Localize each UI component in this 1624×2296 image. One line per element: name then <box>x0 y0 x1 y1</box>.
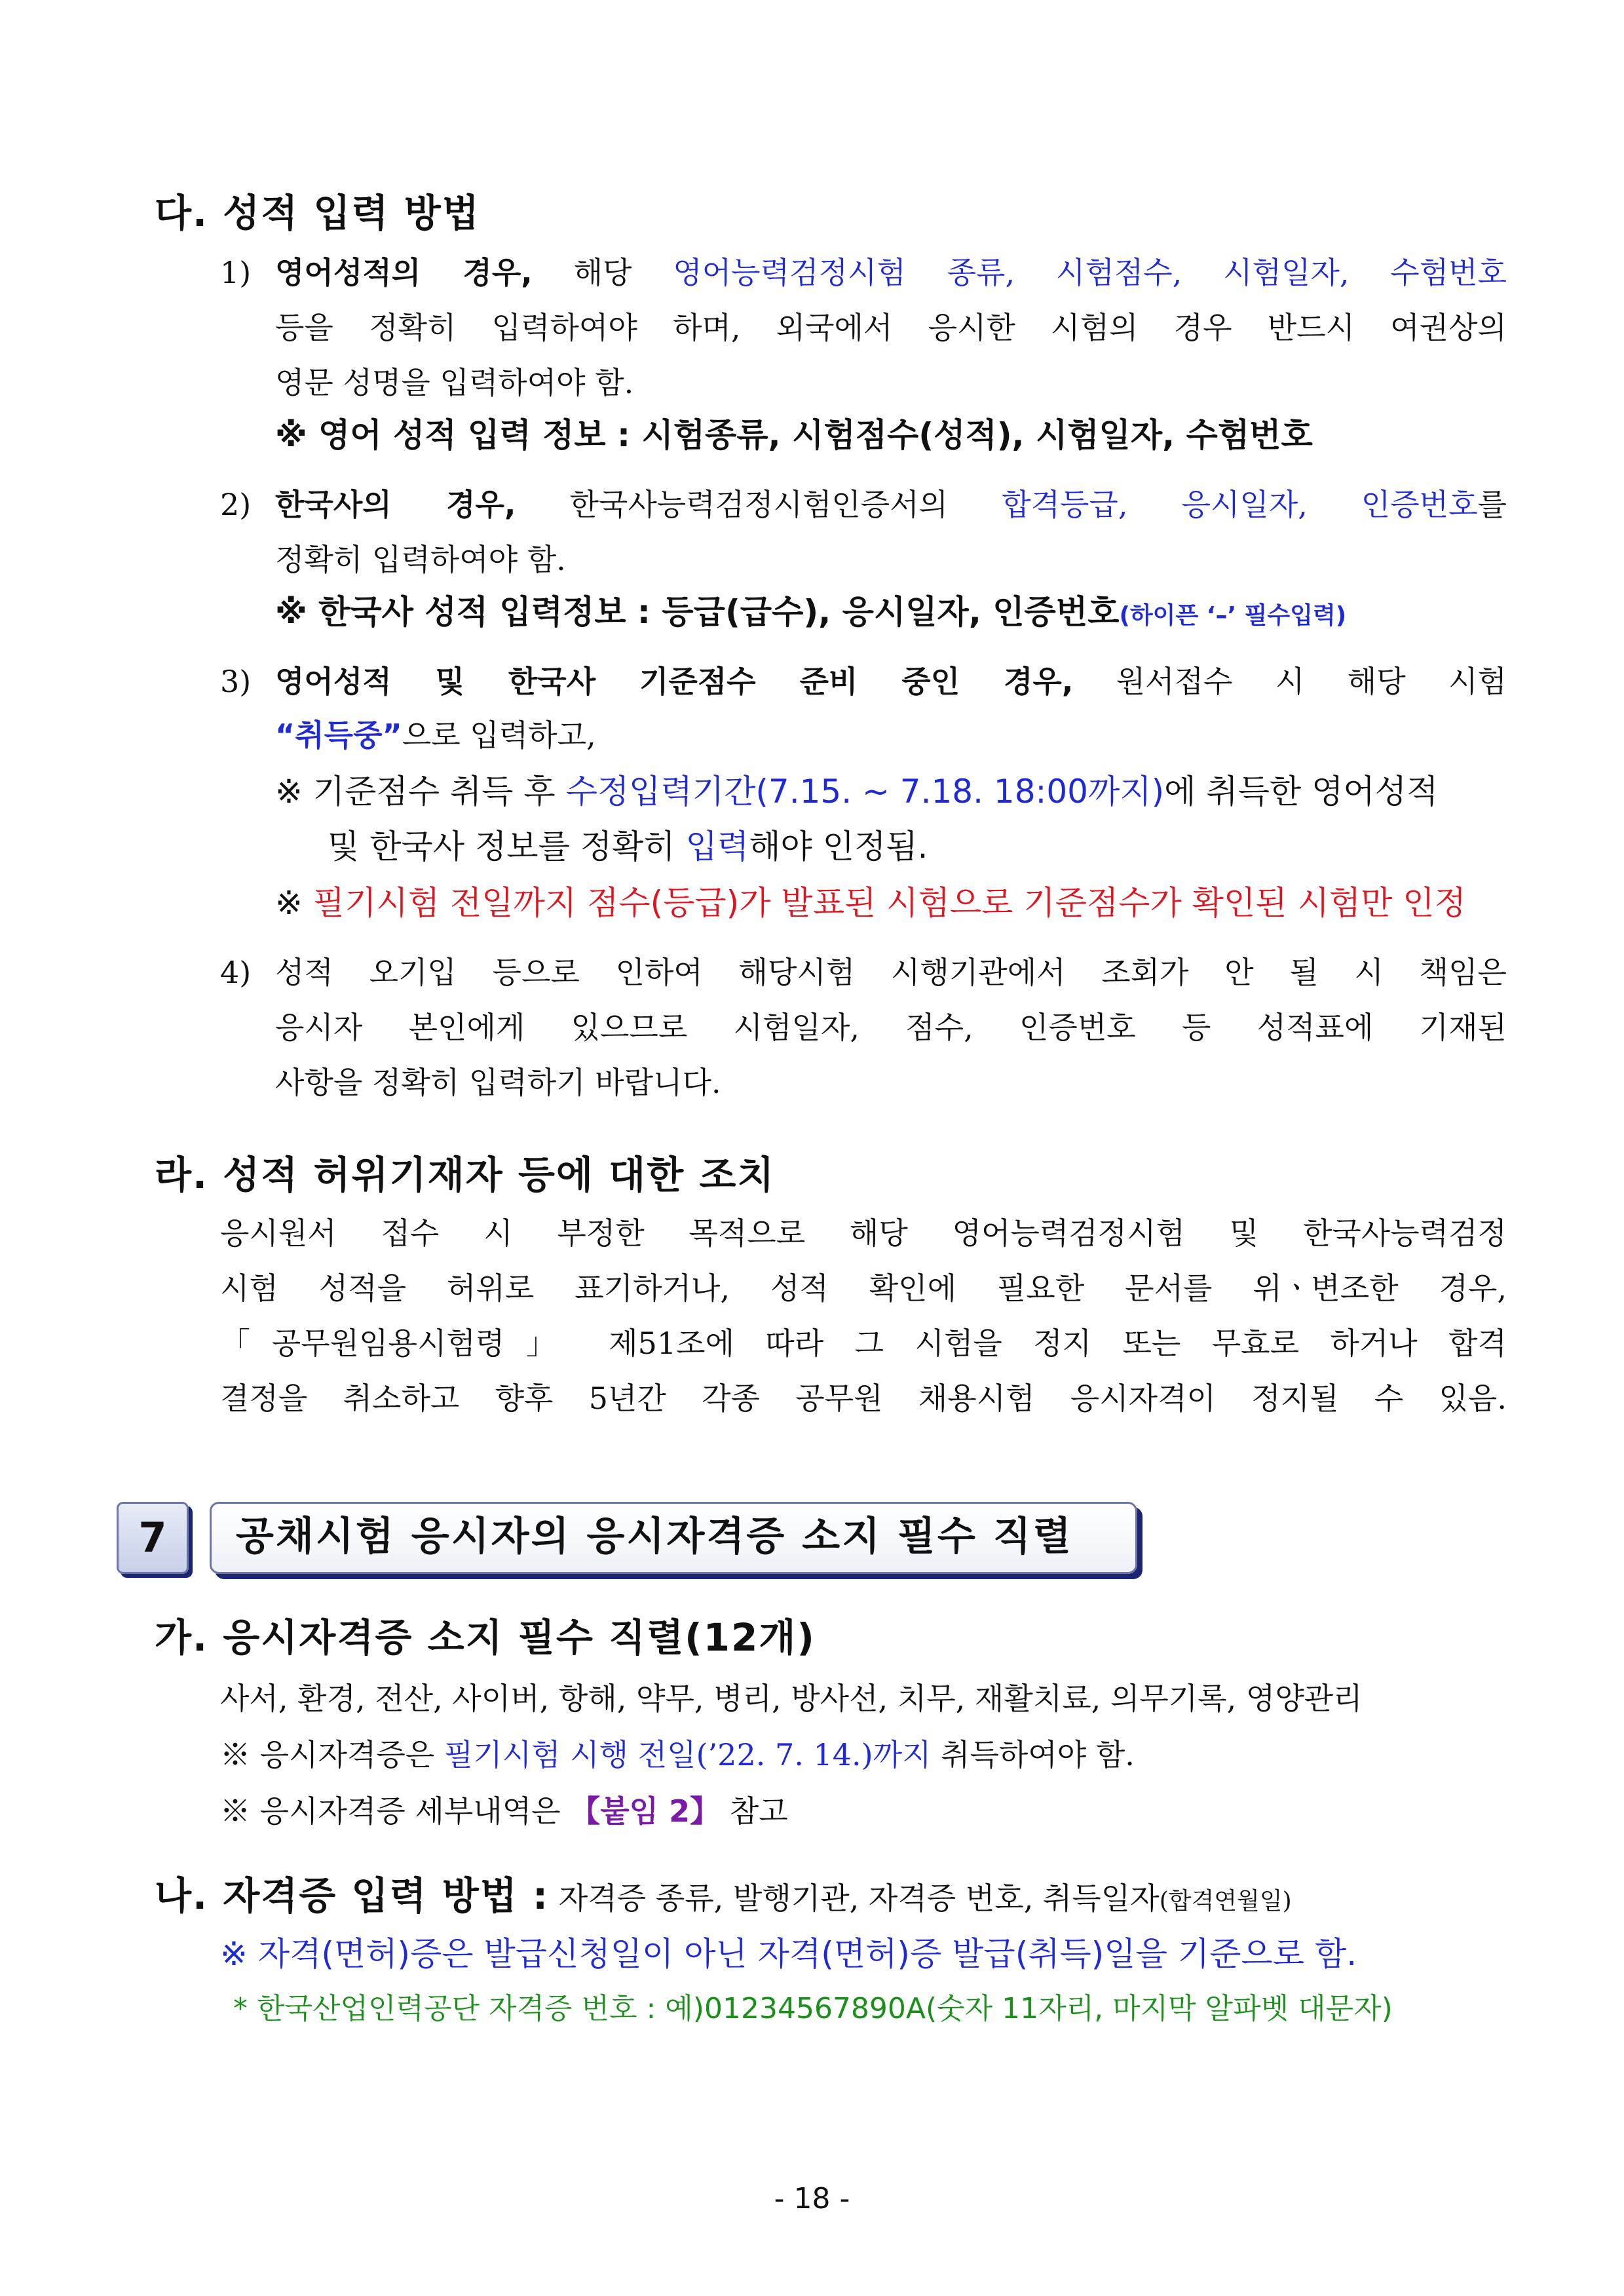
item1-number: 1) <box>220 255 252 290</box>
page-number: - 18 - <box>774 2182 850 2215</box>
item3-line1 <box>275 662 1507 701</box>
item1-blue: 영어능력검정시험 종류, 시험점수, 시험일자, 수험번호 <box>673 255 1507 290</box>
ga-note2-b: 참고 <box>720 1793 788 1829</box>
item3-number: 3) <box>220 664 252 699</box>
ra-line2: 시험 성적을 허위로 표기하거나, 성적 확인에 필요한 문서를 위ㆍ변조한 경우, <box>220 1271 1507 1306</box>
section-title: 공채시험 응시자의 응시자격증 소지 필수 직렬 <box>236 1514 1073 1559</box>
na-desc-small: (합격연월일) <box>1159 1888 1292 1915</box>
item2-plain: 한국사능력검정시험인증서의 <box>516 487 1002 522</box>
heading-ga: 가. 응시자격증 소지 필수 직렬(12개) <box>155 1615 816 1660</box>
item2-note <box>275 591 1346 637</box>
item1-line3: 영문 성명을 입력하여야 함. <box>275 365 634 400</box>
item2-line1 <box>275 485 1507 524</box>
item3-plain2: 으로 입력하고, <box>402 718 596 753</box>
ga-note2-a: ※ 응시자격증 세부내역은 <box>220 1793 571 1829</box>
item2-number: 2) <box>220 487 252 522</box>
ga-list: 사서, 환경, 전산, 사이버, 항해, 약무, 병리, 방사선, 치무, 재활치료, 의무기록, 영양관리 <box>220 1681 1363 1716</box>
item2-lead: 한국사의 경우, <box>275 487 516 522</box>
item1-lead: 영어성적의 경우, <box>275 255 533 290</box>
na-note-blue: ※ 자격(면허)증은 발급신청일이 아닌 자격(면허)증 발급(취득)일을 기준으로 함. <box>220 1935 1357 1973</box>
na-note-green: * 한국산업인력공단 자격증 번호 : 예)01234567890A(숫자 11자리, 마지막 알파벳 대문자) <box>233 1992 1393 2025</box>
item3-note1-blue: 수정입력기간(7.15. ~ 7.18. 18:00까지) <box>565 773 1165 811</box>
item3-note2-mark: ※ <box>275 884 313 922</box>
heading-na-line <box>155 1873 1292 1921</box>
item4-line1: 성적 오기입 등으로 인하여 해당시험 시행기관에서 조회가 안 될 시 책임은 <box>275 955 1507 990</box>
ra-line3: 「공무원임용시험령」 제51조에 따라 그 시험을 정지 또는 무효로 하거나 합격 <box>220 1326 1507 1361</box>
item3-note2 <box>275 882 1466 924</box>
item3-note1-line2 <box>328 826 928 868</box>
item2-blue: 합격등급, 응시일자, 인증번호 <box>1002 487 1478 522</box>
na-desc: 자격증 종류, 발행기관, 자격증 번호, 취득일자 <box>549 1881 1160 1916</box>
item3-note1-b: 에 취득한 영어성적 <box>1164 773 1439 811</box>
ga-note2 <box>220 1791 788 1831</box>
item2-plain2: 를 <box>1477 487 1507 522</box>
section-number-badge: 7 <box>117 1502 189 1574</box>
item3-note1-line1 <box>275 771 1438 813</box>
item4-line3: 사항을 정확히 입력하기 바랍니다. <box>275 1065 721 1100</box>
item3-note1-a: ※ 기준점수 취득 후 <box>275 773 566 811</box>
heading-ra: 라. 성적 허위기재자 등에 대한 조치 <box>155 1153 776 1197</box>
item2-line2: 정확히 입력하여야 함. <box>275 542 566 577</box>
item1-note: ※ 영어 성적 입력 정보 : 시험종류, 시험점수(성적), 시험일자, 수험번호 <box>275 416 1313 454</box>
item3-blue: “취득중” <box>275 718 402 753</box>
item3-lead: 영어성적 및 한국사 기준점수 준비 중인 경우, <box>275 664 1074 699</box>
ga-note2-purple: 【붙임 2】 <box>570 1793 721 1829</box>
item3-note2-red: 필기시험 전일까지 점수(등급)가 발표된 시험으로 기준점수가 확인된 시험만 인정 <box>312 884 1466 922</box>
ga-note1-b: 취득하여야 함. <box>931 1737 1135 1772</box>
heading-na: 나. 자격증 입력 방법 : <box>155 1873 550 1918</box>
ra-line1: 응시원서 접수 시 부정한 목적으로 해당 영어능력검정시험 및 한국사능력검정 <box>220 1215 1507 1251</box>
item4-line2: 응시자 본인에게 있으므로 시험일자, 점수, 인증번호 등 성적표에 기재된 <box>275 1010 1507 1045</box>
item1-line2: 등을 정확히 입력하여야 하며, 외국에서 응시한 시험의 경우 반드시 여권상의 <box>275 310 1507 345</box>
item3-plain: 원서접수 시 해당 시험 <box>1073 664 1507 699</box>
item1-line1 <box>275 253 1507 292</box>
item3-line2 <box>275 716 596 755</box>
item2-note-text: ※ 한국사 성적 입력정보 : 등급(급수), 응시일자, 인증번호 <box>275 593 1120 631</box>
heading-da: 다. 성적 입력 방법 <box>155 191 480 235</box>
item4-number: 4) <box>220 955 252 990</box>
item3-note1-blue2: 입력 <box>685 828 749 866</box>
ra-line4: 결정을 취소하고 향후 5년간 각종 공무원 채용시험 응시자격이 정지될 수 있음. <box>220 1381 1507 1416</box>
item2-note-small: (하이픈 ‘–’ 필수입력) <box>1119 602 1347 629</box>
item3-note1-d: 해야 인정됨. <box>749 828 928 866</box>
ga-note1-a: ※ 응시자격증은 <box>220 1737 444 1772</box>
item1-plain: 해당 <box>532 255 673 290</box>
ga-note1-blue: 필기시험 시행 전일(’22. 7. 14.)까지 <box>444 1737 932 1772</box>
item3-note1-c: 및 한국사 정보를 정확히 <box>328 828 686 866</box>
ga-note1 <box>220 1735 1135 1774</box>
